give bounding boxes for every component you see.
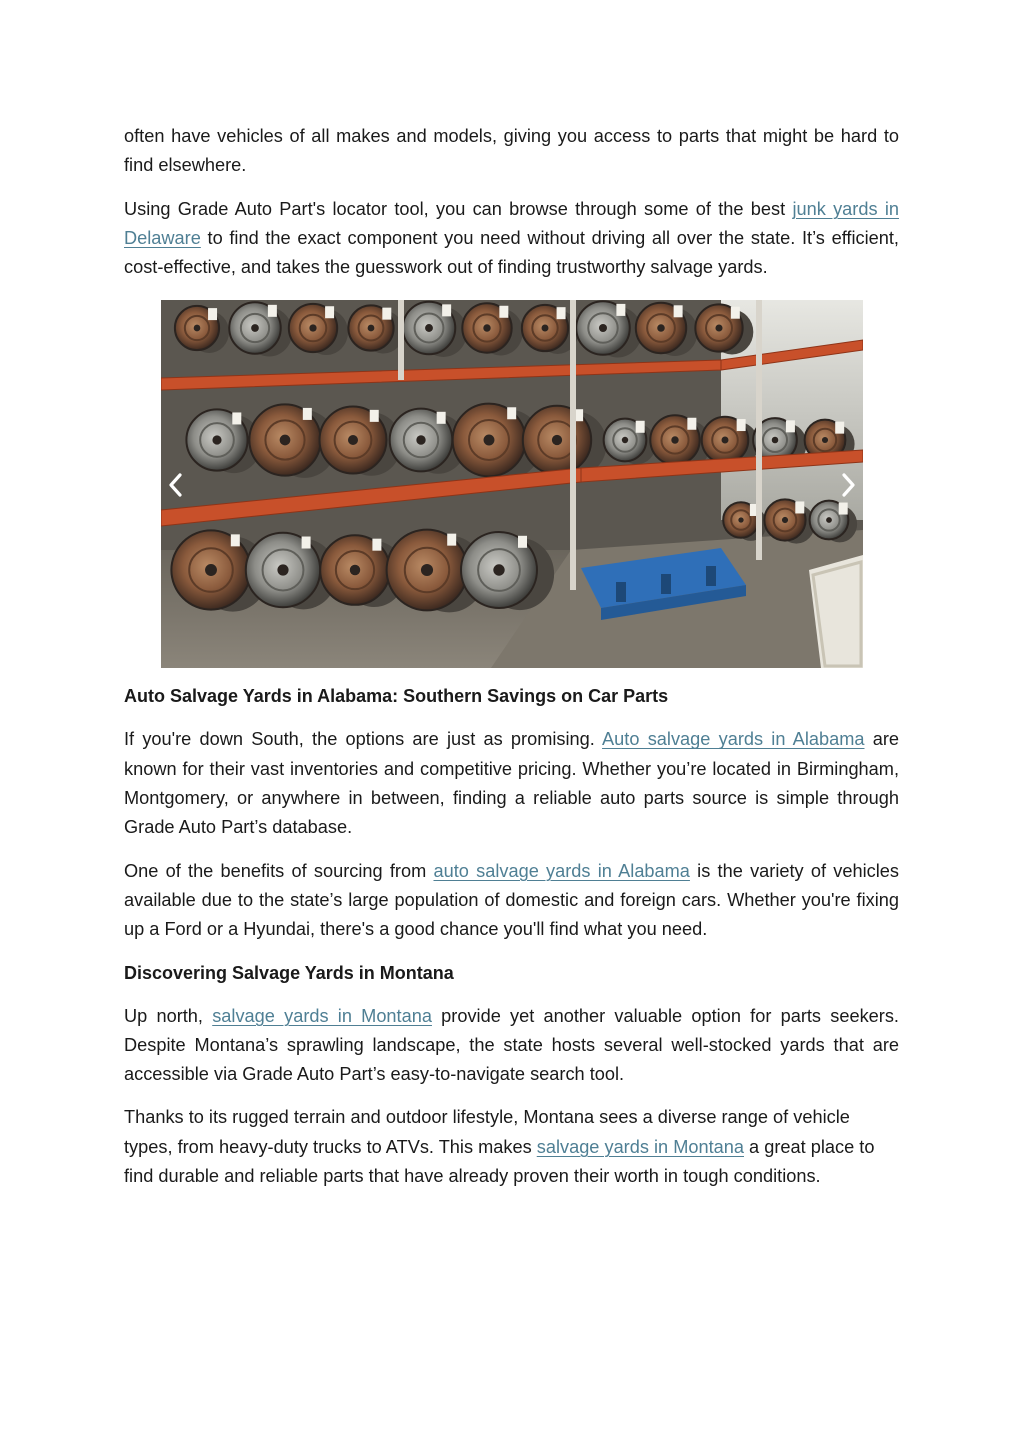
carousel-prev-button[interactable] <box>161 468 191 502</box>
montana-paragraph-1-text-a: Up north, <box>124 1005 213 1026</box>
alabama-paragraph-1-text-b: are known for their vast inventories and competitive pricing. Whether you’re located in Birmingham, Montgomery, or anywhere in between, finding a reliable auto parts source is simple through Grade Auto Part’s database. <box>124 729 899 838</box>
chevron-right-icon <box>837 470 859 500</box>
link-salvage-yards-montana-2[interactable]: salvage yards in Montana <box>536 1136 744 1157</box>
salvage-yard-photo <box>161 300 863 668</box>
intro-paragraph-2-text-a: Using Grade Auto Part's locator tool, you can browse through some of the best <box>124 198 793 219</box>
carousel-next-button[interactable] <box>833 468 863 502</box>
chevron-left-icon <box>165 470 187 500</box>
montana-paragraph-2-text-a: Thanks to its rugged terrain and outdoor lifestyle, Montana sees a diverse range of vehicle types, from heavy-duty trucks to ATVs. This makes <box>124 1107 850 1157</box>
intro-paragraph-1-text: often have vehicles of all makes and models, giving you access to parts that might be hard to find elsewhere. <box>124 126 899 176</box>
heading-montana: Discovering Salvage Yards in Montana <box>124 962 454 983</box>
montana-paragraph-1 <box>124 1002 899 1090</box>
article-body <box>124 122 899 1205</box>
alabama-paragraph-2 <box>124 857 899 945</box>
intro-paragraph-1 <box>124 122 899 181</box>
link-auto-salvage-yards-alabama[interactable]: Auto salvage yards in Alabama <box>602 729 865 750</box>
intro-paragraph-2-text-b: to find the exact component you need without driving all over the state. It’s efficient, cost-effective, and takes the guesswork out of finding trustworthy salvage yards. <box>124 227 899 278</box>
image-carousel <box>161 300 863 668</box>
link-junk-yards-delaware[interactable]: junk yards in Delaware <box>124 198 899 248</box>
alabama-paragraph-2-text-a: One of the benefits of sourcing from <box>124 860 434 881</box>
montana-paragraph-2 <box>124 1103 899 1191</box>
alabama-paragraph-2-text-b: is the variety of vehicles available due to the state’s large population of domestic and foreign cars. Whether you're fixing up a Ford or a Hyundai, there's a good chance you'll find what you need. <box>124 860 899 940</box>
heading-alabama: Auto Salvage Yards in Alabama: Southern Savings on Car Parts <box>124 686 669 707</box>
alabama-paragraph-1 <box>124 725 899 842</box>
montana-paragraph-1-text-b: provide yet another valuable option for parts seekers. Despite Montana’s sprawling landscape, the state hosts several well-stocked yards that are accessible via Grade Auto Part’s easy-to-navigate search tool. <box>124 1005 899 1085</box>
alabama-paragraph-1-text-a: If you're down South, the options are just as promising. <box>124 729 603 750</box>
intro-paragraph-2 <box>124 195 899 283</box>
link-salvage-yards-montana[interactable]: salvage yards in Montana <box>212 1005 432 1026</box>
montana-paragraph-2-text-b: a great place to find durable and reliable parts that have already proven their worth in tough conditions. <box>124 1136 875 1187</box>
link-auto-salvage-yards-alabama-2[interactable]: auto salvage yards in Alabama <box>433 860 690 881</box>
